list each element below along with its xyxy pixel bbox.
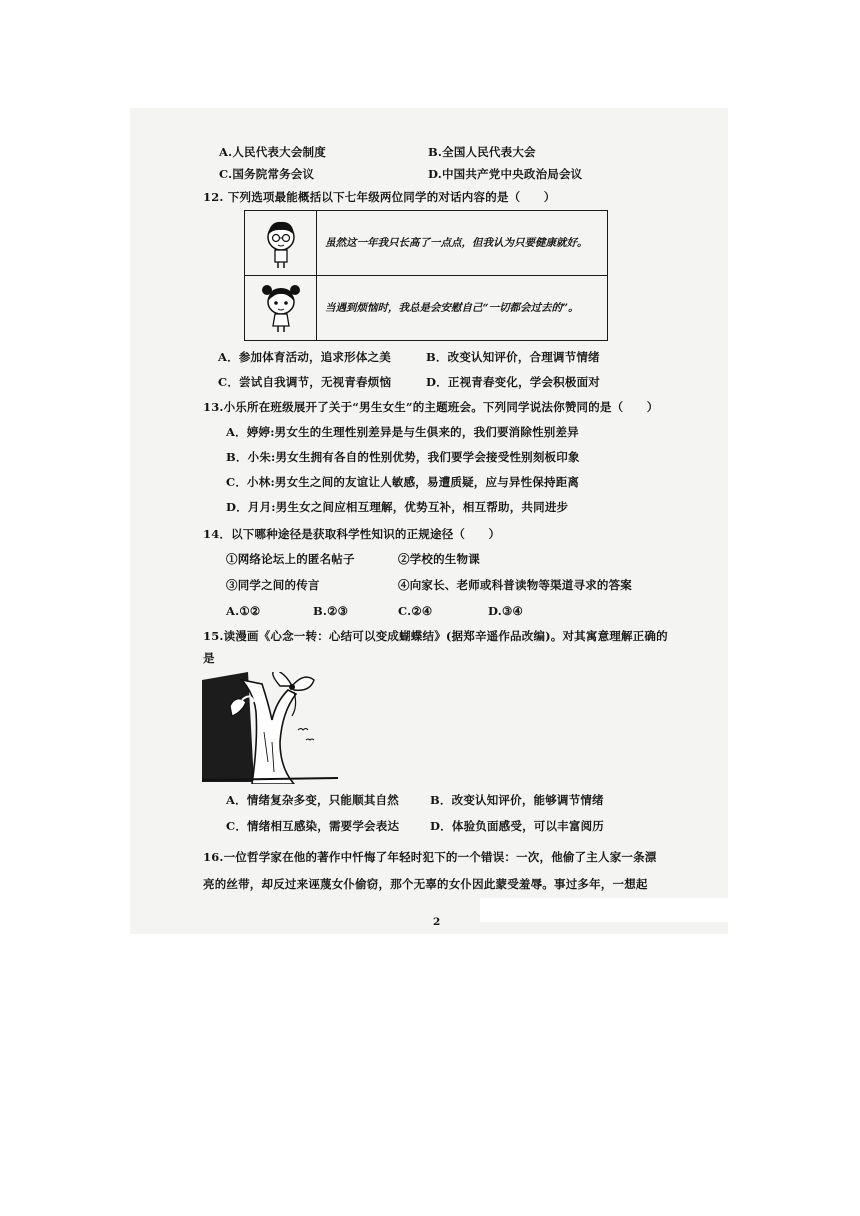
q14-option-b: B.②③ bbox=[313, 604, 349, 618]
q15-option-d: D．体验负面感受，可以丰富阅历 bbox=[430, 819, 604, 833]
q14-option-a: A.①② bbox=[226, 604, 261, 618]
dialog-row bbox=[245, 276, 607, 340]
page-number: 2 bbox=[433, 916, 441, 928]
knot-bow-cartoon bbox=[202, 672, 338, 784]
q14-item-1: ①网络论坛上的匿名帖子 bbox=[226, 552, 355, 566]
q13-option-c: C．小林:男女生之间的友谊让人敏感，易遭质疑，应与异性保持距离 bbox=[226, 475, 580, 489]
q12-option-a: A．参加体育活动，追求形体之美 bbox=[218, 350, 391, 364]
q15-option-a: A．情绪复杂多变，只能顺其自然 bbox=[226, 793, 399, 807]
q15-option-c: C．情绪相互感染，需要学会表达 bbox=[226, 819, 400, 833]
q12-option-d: D．正视青春变化，学会积极面对 bbox=[426, 375, 600, 389]
scan-white-strip bbox=[480, 898, 728, 922]
q14-option-c: C.②④ bbox=[398, 604, 433, 618]
girl-dialog-text: 当遇到烦恼时，我总是会安慰自己“一切都会过去的”。 bbox=[325, 302, 579, 314]
q12-option-c: C．尝试自我调节，无视青春烦恼 bbox=[218, 375, 392, 389]
q11-option-a: A.人民代表大会制度 bbox=[219, 145, 326, 159]
q14-item-4: ④向家长、老师或科普读物等渠道寻求的答案 bbox=[398, 578, 632, 592]
q14-item-2: ②学校的生物课 bbox=[398, 552, 480, 566]
q14-item-3: ③同学之间的传言 bbox=[226, 578, 320, 592]
boy-dialog-text: 虽然这一年我只长高了一点点，但我认为只要健康就好。 bbox=[325, 237, 588, 249]
q15-stem-line1: 15.读漫画《心念一转：心结可以变成蝴蝶结》(据郑辛遥作品改编)。对其寓意理解正确的 bbox=[203, 629, 668, 643]
q12-option-b: B．改变认知评价，合理调节情绪 bbox=[426, 350, 600, 364]
q13-option-b: B．小朱:男女生拥有各自的性别优势，我们要学会接受性别刻板印象 bbox=[226, 450, 580, 464]
q13-stem: 13.小乐所在班级展开了关于“男生女生”的主题班会。下列同学说法你赞同的是（ ） bbox=[203, 400, 659, 414]
q11-option-d: D.中国共产党中央政治局会议 bbox=[428, 167, 583, 181]
q15-stem-line2: 是 bbox=[203, 651, 215, 665]
girl-icon bbox=[245, 276, 317, 338]
q13-option-a: A．婷婷:男女生的生理性别差异是与生俱来的，我们要消除性别差异 bbox=[226, 425, 579, 439]
q14-option-d: D.③④ bbox=[488, 604, 523, 618]
q16-line2: 亮的丝带，却反过来诬蔑女仆偷窃，那个无辜的女仆因此蒙受羞辱。事过多年，一想起 bbox=[203, 877, 648, 891]
boy-icon bbox=[245, 211, 317, 273]
q13-option-d: D．月月:男生女之间应相互理解，优势互补，相互帮助，共同进步 bbox=[226, 500, 569, 514]
boy-avatar-cell bbox=[245, 211, 317, 275]
q15-option-b: B．改变认知评价，能够调节情绪 bbox=[430, 793, 604, 807]
q11-option-c: C.国务院常务会议 bbox=[219, 167, 315, 181]
dialog-table bbox=[244, 210, 608, 341]
q16-line1: 16.一位哲学家在他的著作中忏悔了年轻时犯下的一个错误：一次，他偷了主人家一条漂 bbox=[203, 850, 657, 864]
q14-stem: 14．以下哪种途径是获取科学性知识的正规途径（ ） bbox=[203, 527, 501, 541]
girl-avatar-cell bbox=[245, 276, 317, 340]
q11-option-b: B.全国人民代表大会 bbox=[428, 145, 536, 159]
dialog-row bbox=[245, 211, 607, 276]
q12-stem: 12. 下列选项最能概括以下七年级两位同学的对话内容的是（ ） bbox=[203, 190, 556, 204]
